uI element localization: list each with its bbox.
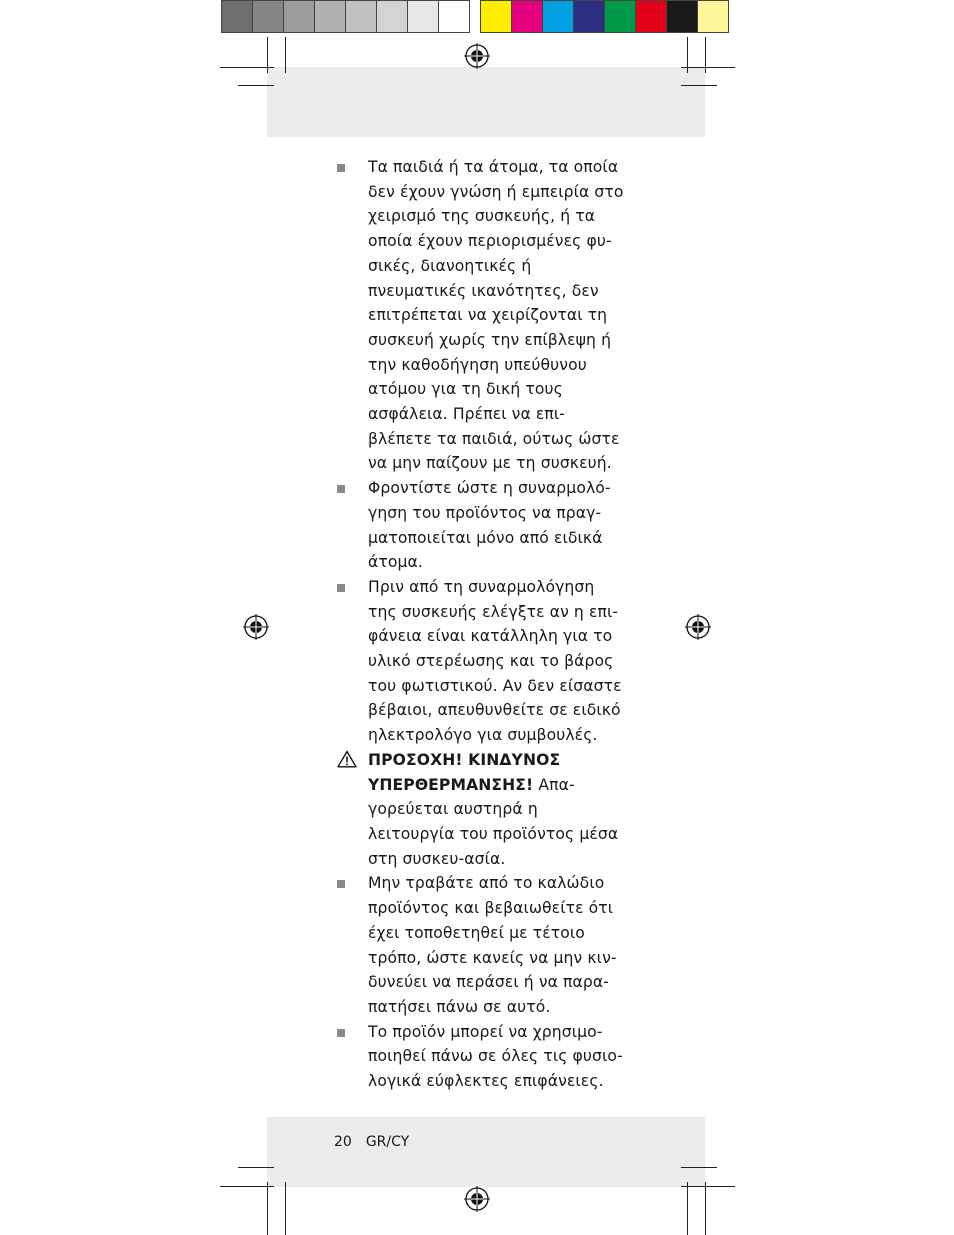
crop-mark	[238, 85, 274, 86]
header-band	[267, 67, 705, 137]
swatch	[667, 0, 698, 33]
list-item	[337, 476, 627, 575]
warning-text: Απα-γορεύεται αυστηρά η λειτουργία του προϊόντος μέσα στη συσκευ-ασία.	[368, 775, 619, 868]
crop-mark	[681, 1186, 735, 1187]
swatch	[512, 0, 543, 33]
region-code: GR/CY	[365, 1134, 410, 1150]
square-bullet-icon	[337, 880, 345, 888]
registration-mark-icon	[685, 614, 711, 640]
square-bullet-icon	[337, 584, 345, 592]
crop-mark	[285, 1182, 286, 1235]
warning-triangle-icon	[337, 750, 357, 768]
crop-mark	[681, 85, 717, 86]
swatch	[346, 0, 377, 33]
swatch	[605, 0, 636, 33]
swatch	[480, 0, 512, 33]
crop-mark	[220, 1186, 274, 1187]
list-item	[337, 575, 627, 748]
crop-mark	[220, 67, 274, 68]
crop-mark	[238, 1167, 274, 1168]
crop-mark	[705, 1182, 706, 1235]
crop-mark	[687, 1182, 688, 1235]
list-item-text: Μην τραβάτε από το καλώδιο προϊόντος και βεβαιωθείτε ότι έχει τοποθετηθεί με τέτοιο τρόπο, ώστε κανείς να μην κιν-δυνεύει να περάσει ή να παρα-πατήσει πάνω σε αυτό.	[368, 874, 617, 1016]
swatch	[221, 0, 253, 33]
list-item	[337, 1020, 627, 1094]
registration-mark-icon	[464, 1186, 490, 1212]
swatch	[315, 0, 346, 33]
swatch	[253, 0, 284, 33]
swatch	[574, 0, 605, 33]
footer-band	[267, 1117, 705, 1187]
list-item-text: Το προϊόν μπορεί να χρησιμο-ποιηθεί πάνω σε όλες τις φυσιο-λογικά εύφλεκτες επιφάνειες.	[368, 1022, 623, 1091]
crop-mark	[267, 1182, 268, 1235]
swatch	[543, 0, 574, 33]
crop-mark	[681, 67, 735, 68]
list-item-text: Πριν από τη συναρμολόγηση της συσκευής ελέγξτε αν η επι-φάνεια είναι κατάλληλη για το υλικό στερέωσης και το βάρος του φωτιστικού. Αν δεν είσαστε βέβαιοι, απευθυνθείτε σε ειδικό ηλεκτρολόγο για συμβουλές.	[368, 577, 622, 745]
swatch	[636, 0, 667, 33]
square-bullet-icon	[337, 1029, 345, 1037]
warning-title: ΠΡΟΣΟΧΗ! ΚΙΝΔΥΝΟΣ ΥΠΕΡΘΕΡΜΑΝΣΗΣ!	[368, 750, 561, 794]
crop-mark	[285, 37, 286, 73]
swatch	[698, 0, 729, 33]
safety-instructions	[337, 155, 627, 1094]
page-footer	[334, 1134, 409, 1150]
color-calibration-bar-cmyk	[480, 0, 729, 33]
registration-mark-icon	[464, 43, 490, 69]
swatch	[377, 0, 408, 33]
warning-item	[337, 748, 627, 872]
list-item-text: Τα παιδιά ή τα άτομα, τα οποία δεν έχουν γνώση ή εμπειρία στο χειρισμό της συσκευής, ή τα οποία έχουν περιορισμένες φυ-σικές, διανοητικές ή πνευματικές ικανότητες, δεν επιτρέπεται να χειρίζονται τη συσκευή χωρίς την επίβλεψη ή την καθοδήγηση υπεύθυνου ατόμου για τη δική τους ασφάλεια. Πρέπει να επι-βλέπετε τα παιδιά, ούτως ώστε να μην παίζουν με τη συσκευή.	[368, 158, 624, 473]
page-number: 20	[334, 1134, 352, 1150]
square-bullet-icon	[337, 485, 345, 493]
crop-mark	[681, 1167, 717, 1168]
swatch	[439, 0, 470, 33]
list-item	[337, 155, 627, 476]
color-calibration-bar	[221, 0, 470, 33]
list-item	[337, 871, 627, 1019]
swatch	[284, 0, 315, 33]
square-bullet-icon	[337, 164, 345, 172]
registration-mark-icon	[243, 614, 269, 640]
swatch	[408, 0, 439, 33]
list-item-text: Φροντίστε ώστε η συναρμολό-γηση του προϊόντος να πραγ-ματοποιείται μόνο από ειδικά άτομα.	[368, 479, 611, 572]
